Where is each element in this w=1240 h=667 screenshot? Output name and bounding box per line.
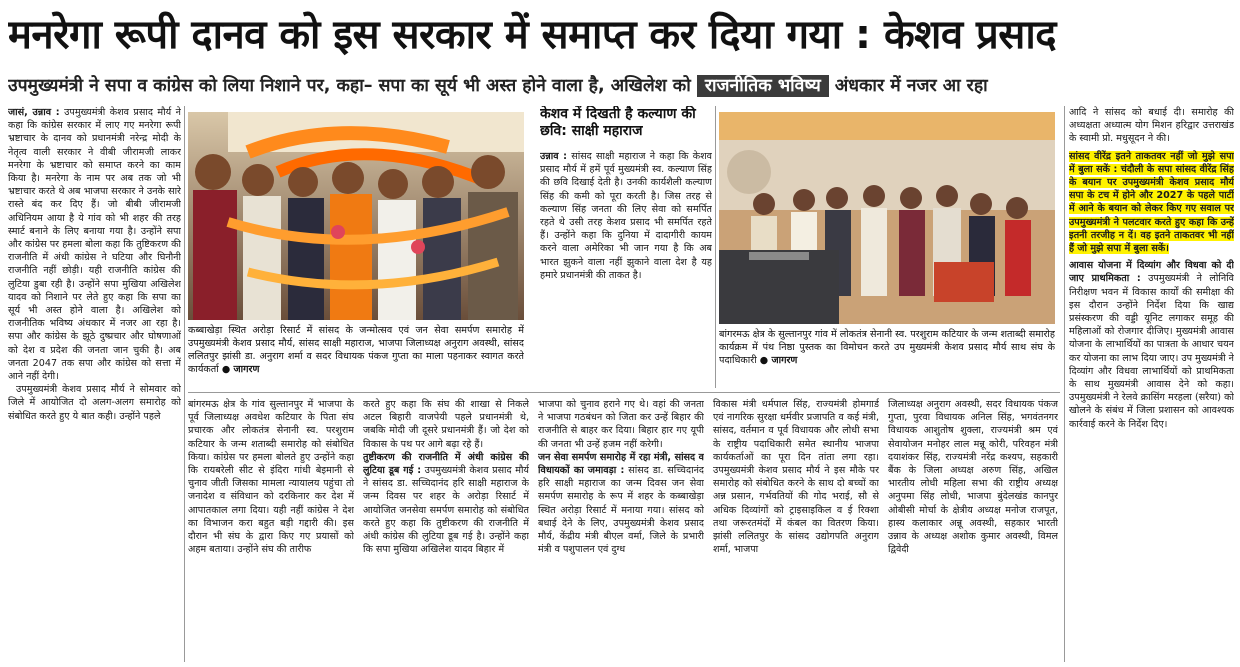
column-text: बांगरमऊ क्षेत्र के गांव सुल्तानपुर में भाजपा के पूर्व जिलाध्यक्ष अवधेश कटियार के पिता संघ प्रचारक और लोकतंत्र सेनानी स्व. परशुराम कटियार के जन्म शताब्दी समारोह को संबोधित किया। कांग्रेस पर हमला बोलते हुए उन्होंने कहा कि रायबरेली सीट से इंदिरा गांधी बेइमानी से चुनाव जीती जिसका मामला न्यायालय पहुंचा तो जनादेश व संविधान को दरकिनार कर देश में आपातकाल लगा दिया। यही नहीं कांग्रेस ने देश का विभाजन करा बहुत बड़ी गद्दारी की। इस दौरान भी संघ के द्वारा किए गए प्रयासों को अहम बताया। उन्होंने संघ की तारीफ — [188, 399, 354, 556]
subhead-text: उपमुख्यमंत्री ने सपा व कांग्रेस को लिया निशाने पर, कहा– सपा का सूर्य भी अस्त होने वाला है, अखिलेश को — [8, 76, 691, 96]
column-text-2: उपमुख्यमंत्री ने लोनिवि निरीक्षण भवन में विकास कार्यों की समीक्षा की इस दौरान उन्होंने निर्देश दिया कि खाद्य प्रसंस्करण की वड्डी यूनिट लगाकर समूह की महिलाओं को रोजगार दीजिए। मुख्यमंत्री आवास योजना के लाभार्थियों का पात्रता के आधार चयन कर योजना का लाभ दिया जाए। उप मुख्यमंत्री ने दिव्यांग और विधवा लाभार्थियों को प्राथमिकता के साथ मुख्यमंत्री आवास देने को कहा। उपमुख्यमंत्री ने रेलवे क्रासिंग मरहला (सरैया) को खोलने के संबंध में जिला प्रशासन को आवश्यक कार्रवाई करने के निर्देश दिए। — [1069, 273, 1234, 430]
article-column-5 — [713, 398, 879, 662]
column-divider — [184, 106, 185, 662]
subheadline — [8, 70, 1234, 102]
column-divider — [715, 106, 716, 388]
photo-book-release — [719, 112, 1055, 324]
sakshi-box-text — [540, 150, 712, 386]
column-text-2: उपमुख्यमंत्री केशव प्रसाद मौर्य ने सांसद डा. सच्चिदानंद हरि साक्षी महाराज के जन्म दिवस पर शहर के अरोड़ा रिसार्ट में आयोजित जनसेवा समर्पण समारोह को संबोधित करते हुए कहा कि तुष्टीकरण की राजनीति में अंधी कांग्रेस की लुटिया डूब गई है। उन्होंने कहा कि सपा मुखिया अखिलेश यादव बिहार में — [363, 465, 529, 556]
column-divider — [1064, 106, 1065, 662]
column-text: भाजपा को चुनाव हराने गए थे। वहां की जनता ने भाजपा गठबंधन को जिता कर उन्हें बिहार की राजनीति से बाहर कर दिया। बिहार हार गए यूपी की जनता भी उन्हें हजम नहीं करेगी। — [538, 399, 704, 450]
column-text-2: सांसद डा. सच्चिदानंद हरि साक्षी महाराज का जन्म दिवस जन सेवा समर्पण समारोह के रूप में शहर के कब्बाखेड़ा स्थित अरोड़ा रिसार्ट में मनाया गया। सांसद को बधाई देने के लिए, उपमुख्यमंत्री केशव प्रसाद मौर्य, केंद्रीय मंत्री बीएल वर्मा, जिले के प्रभारी मंत्री व पशुपालन एवं दुग्ध — [538, 465, 704, 556]
photo1-caption — [188, 324, 524, 388]
article-column-3 — [363, 398, 529, 662]
column-text: सांसद साक्षी महाराज ने कहा कि केशव प्रसाद मौर्य में हमें पूर्व मुख्यमंत्री स्व. कल्याण सिंह की छवि दिखाई देती है। उनकी कार्यशैली कल्याण सिंह की कमी को पूरा करती है। जिस तरह से कल्याण सिंह जनता की लिए सेवा को समर्पित रहते थे उसी तरह केशव प्रसाद भी समर्पित रहते हैं। उन्होंने कहा कि दुनिया में दादागीरी कायम करने वाला अमेरिका भी जान गया है कि अब भारत झुकने वाला नहीं झुकाने वाला देश है यह हमारे प्रधानमंत्री की ताकत है। — [540, 151, 712, 281]
column-text: आदि ने सांसद को बधाई दी। समारोह की अध्यक्षता अध्यात्म योग मिशन हरिद्वार उत्तराखंड के स्वामी प्रो. मधुसूदन ने की। — [1069, 107, 1234, 145]
column-text: उपमुख्यमंत्री केशव प्रसाद मौर्य ने कहा कि कांग्रेस सरकार में लाए गए मनरेगा रूपी भ्रष्टाचार के दानव को प्रधानमंत्री नरेन्द्र मोदी के नेतृत्व वाली सरकार ने वीबी जीरामजी लाकर मनरेगा के भ्रष्टाचार को समाप्त करने का काम किया है। मनरेगा के नाम पर अब तक जो भी भ्रष्टाचार करते थे अब भाजपा सरकार ने उनके सारे रास्ते बंद कर दिए हैं। जो बीबी जीरामजी अधिनियम आया है ये गांव को भी शहर की तरह स्मार्ट बनाने के लिए बनाया गया है। उन्होंने सपा और कांग्रेस पर हमला बोला कहा कि तुष्टिकरण की राजनीति में अंधी कांग्रेस ने घटिया और घिनौनी राजनीति नहीं छोड़ी। यही राजनीति कांग्रेस की लुटिया डुबा रही है। उन्होंने सपा मुखिया अखिलेश यादव को निशाने पर लेते हुए कहा कि सपा का सूर्य भी अस्त होने वाला है। अखिलेश को राजनीतिक भविष्य अंधकार में नजर आ रहा है। सपा और कांग्रेस के झूठे दुष्प्रचार और घोषणाओं को देश व प्रदेश की जनता जान चुकी है। अब जनता 2047 तक सपा और कांग्रेस को सत्ता में आने नहीं देगी। — [8, 107, 181, 383]
highlighted-text: चंदौली के सपा सांसद वीरेंद्र सिंह के बयान पर उपमुख्यमंत्री केशव प्रसाद मौर्य सपा के टच में होने और 2027 के पहले पार्टी में आने के बयान को लेकर किए गए सवाल पर उपमुख्यमंत्री ने पलटवार करते हुए कहा कि उन्हें इतनी तरजीह न दें। वह इतने ताकतवर भी नहीं हैं जो मुझे सपा में बुला सकें। — [1069, 163, 1234, 255]
article-column-6 — [888, 398, 1058, 662]
sakshi-box-heading: केशव में दिखती है कल्याण की छवि: साक्षी महाराज — [540, 106, 696, 139]
subhead-jan-seva: जन सेवा समर्पण समारोह में रहा मंत्री, सांसद व विधायकों का जमावड़ा : — [538, 451, 704, 477]
article-column-1 — [8, 106, 181, 662]
subhead-awas-yojana: आवास योजना में दिव्यांग और विधवा को दी जाए प्राथमिकता : — [1069, 260, 1234, 285]
subhead-veerendra: सांसद वीरेंद्र इतने ताकतवर नहीं जो मुझे सपा में बुला सकें : — [1069, 150, 1234, 175]
headline: मनरेगा रूपी दानव को इस सरकार में समाप्त कर दिया गया : केशव प्रसाद — [8, 12, 1056, 58]
subhead-text-end: अंधकार में नजर आ रहा — [834, 76, 988, 96]
caption-text: बांगरमऊ क्षेत्र के सुल्तानपुर गांव में लोकतंत्र सेनानी स्व. परशुराम कटियार के जन्म शताब्दी समारोह कार्यक्रम में पंथ निष्ठा पुस्तक का विमोचन करते उप मुख्यमंत्री केशव प्रसाद मौर्य साथ संघ के पदाधिकारी — [719, 329, 1055, 366]
photo-credit: ● जागरण — [221, 364, 260, 375]
caption-text: कब्बाखेड़ा स्थित अरोड़ा रिसार्ट में सांसद के जन्मोत्सव एवं जन सेवा समर्पण समारोह में उपमुख्यमंत्री केशव प्रसाद मौर्य, सांसद साक्षी महाराज, भाजपा जिलाध्यक्ष अनुराग अवस्थी, सांसद ललितपुर झांसी डा. अनुराग शर्मा व सदर विधायक पंकज गुप्ता का माला पहनाकर स्वागत करते कार्यकर्ता — [188, 325, 524, 375]
column-text: करते हुए कहा कि संघ की शाखा से निकले अटल बिहारी वाजपेयी पहले प्रधानमंत्री थे, जबकि मोदी जी दूसरे प्रधानमंत्री हैं। जो देश को विकास के पथ पर आगे बढ़ा रहे हैं। — [363, 399, 529, 450]
article-column-right — [1069, 106, 1234, 662]
photo2-caption — [719, 328, 1055, 386]
article-column-2 — [188, 398, 354, 662]
subhead-boxed-text: राजनीतिक भविष्य — [697, 75, 829, 97]
photo-garland-welcome — [188, 112, 524, 320]
column-text-2: उपमुख्यमंत्री केशव प्रसाद मौर्य ने सोमवार को जिले में आयोजित दो अलग-अलग समारोह को संबोधित करते हुए ये बात कही। उन्होंने पहले — [8, 384, 181, 422]
column-text: जिलाध्यक्ष अनुराग अवस्थी, सदर विधायक पंकज गुप्ता, पुरवा विधायक अनिल सिंह, भगवंतनगर विधायक आशुतोष शुक्ला, राज्यमंत्री श्रम एवं सेवायोजन मनोहर लाल मन्नू कोरी, परिवहन मंत्री दयाशंकर सिंह, राज्यमंत्री नरेंद्र कश्यप, सहकारी बैंक के जिला अध्यक्ष अरुण सिंह, अखिल भारतीय लोधी महिला सभा की राष्ट्रीय अध्यक्ष अनुपमा सिंह लोधी, भाजपा बुंदेलखंड कानपुर ओबीसी मोर्चा के क्षेत्रीय अध्यक्ष मनोज राजपूत, हास्य कलाकार अन्नू अवस्थी, सहकार भारती उन्नाव के अध्यक्ष अशोक कुमार अवस्थी, विमल द्विवेदी — [888, 399, 1058, 556]
column-text: विकास मंत्री धर्मपाल सिंह, राज्यमंत्री होमगार्ड एवं नागरिक सुरक्षा धर्मवीर प्रजापति व कई मंत्री, सांसद, वर्तमान व पूर्व विधायक और लोधी सभा के राष्ट्रीय पदाधिकारी समेत स्थानीय भाजपा कार्यकर्ताओं का पूरा दिन तांता लगा रहा। उपमुख्यमंत्री केशव प्रसाद मौर्य ने इस मौके पर समारोह को संबोधित करने के साथ दो बच्चों का अन्न प्रसान, गर्भवतियों की गोद भराई, सौ से अधिक दिव्यांगों को ट्राइसाइकिल व ई रिक्शा तथा जरूरतमंदों में कंबल का वितरण किया। झांसी ललितपुर के सांसद उद्योगपति अनुराग शर्मा, भाजपा — [713, 399, 879, 556]
article-column-4 — [538, 398, 704, 662]
subhead-tushtikaran: तुष्टीकरण की राजनीति में अंधी कांग्रेस की लुटिया डूब गई : — [363, 451, 529, 477]
dateline: उन्नाव : — [540, 151, 567, 162]
dateline: जासं, उन्नाव : — [8, 107, 60, 118]
photo-credit: ● जागरण — [759, 355, 798, 366]
horizontal-divider — [188, 392, 1060, 393]
